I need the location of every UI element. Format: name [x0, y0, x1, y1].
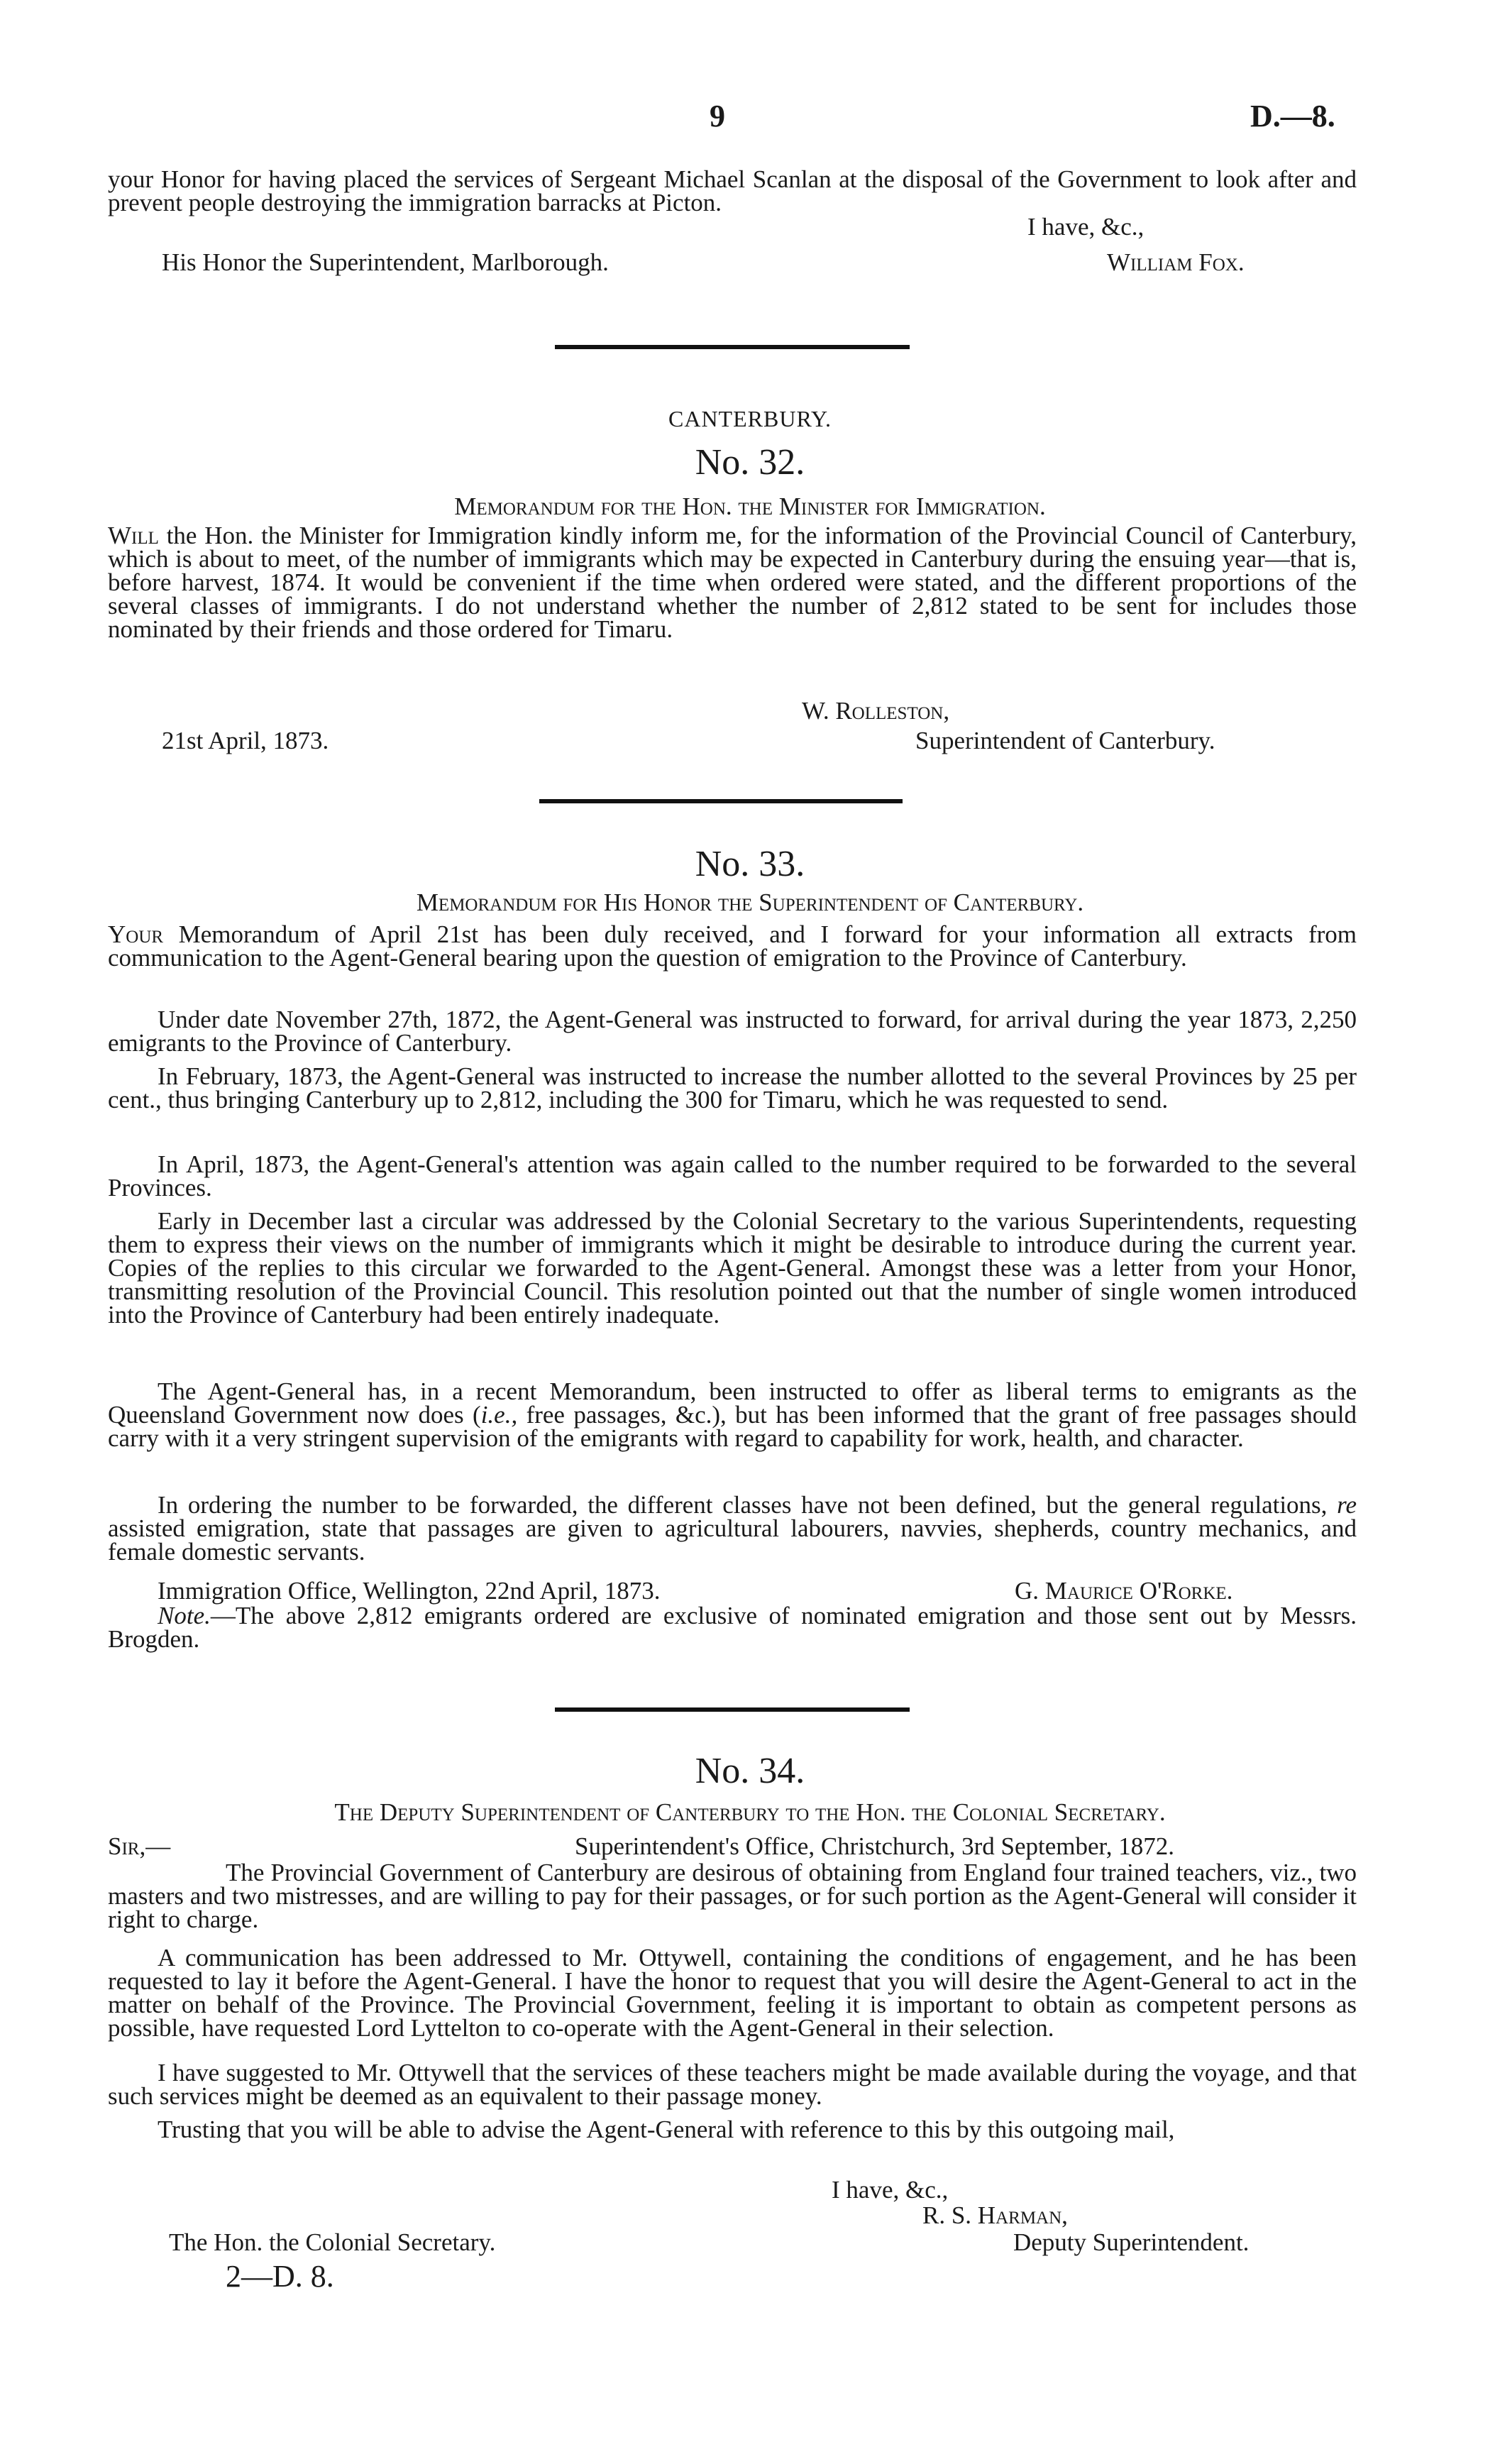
no34-title: Deputy Superintendent. [1013, 2228, 1250, 2256]
no32-body-lead: Will [108, 522, 159, 549]
no32-date: 21st April, 1873. [162, 727, 329, 754]
no32-body [108, 524, 1357, 641]
no34-number: No. 34. [695, 1751, 805, 1791]
no32-title: Superintendent of Canterbury. [915, 727, 1215, 754]
no33-note [108, 1604, 1357, 1651]
no34-paragraph-4: Trusting that you will be able to advise the Agent-General with reference to this by this outgoing mail, [158, 2116, 1175, 2143]
sheet-mark: 2—D. 8. [226, 2259, 334, 2294]
no33-paragraph-7 [108, 1491, 1357, 1566]
no33-number: No. 33. [695, 844, 805, 884]
no34-closing: I have, &c., [832, 2176, 949, 2204]
no33-p6-b: free passages, &c.), but has been informed that the grant of free passages should carry with it a very stringent supervision of the emigrants with regard to capability for work, health, and character. [108, 1401, 1357, 1452]
no34-paragraph-2: A communication has been addressed to Mr. Ottywell, containing the conditions of engagement, and he has been requested to lay it before the Agent-General. I have the honor to request that you will desire the Agent-General to act in the matter on behalf of the Province. The Provincial Government, feeling it is important to obtain as competent persons as possible, have requested Lord Lyttelton to co-operate with the Agent-General in their selection. [108, 1944, 1357, 2042]
document-id: D.—8. [1250, 99, 1335, 133]
section-heading: CANTERBURY. [668, 406, 832, 431]
no34-paragraph-3: I have suggested to Mr. Ottywell that the services of these teachers might be made available during the voyage, and that such services might be deemed as an equivalent to their passage money. [108, 2059, 1357, 2110]
no34-paragraph-1: The Provincial Government of Canterbury are desirous of obtaining from England four trained teachers, viz., two masters and two mistresses, and are willing to pay for their passages, or for such portion as the Agent-General will consider it right to charge. [108, 1859, 1357, 1933]
prev-letter-signature: William Fox. [1107, 248, 1245, 276]
no34-dateline: Superintendent's Office, Christchurch, 3rd September, 1872. [575, 1832, 1175, 1860]
no33-p1-text: Memorandum of April 21st has been duly received, and I forward for your information all extracts from communication to the Agent-General bearing upon the question of emigration to the Province of Canterbury. [108, 920, 1357, 972]
no33-p7-italic: re [1337, 1491, 1357, 1519]
no34-salutation: Sir,— [108, 1832, 171, 1860]
section-divider-rule [555, 345, 910, 349]
no33-paragraph-4: In April, 1873, the Agent-General's attention was again called to the number required to be forwarded to the several Provinces. [108, 1150, 1357, 1201]
no32-number: No. 32. [695, 442, 805, 483]
no33-note-text: —The above 2,812 emigrants ordered are exclusive of nominated emigration and those sent out by Messrs. Brogden. [108, 1602, 1357, 1653]
no32-body-text: the Hon. the Minister for Immigration kindly inform me, for the information of the Provincial Council of Canterbury, which is about to meet, of the number of immigrants which may be expected in Canterbury during the ensuing year—that is, before harvest, 1874. It would be convenient if the time when ordered were stated, and the different proportions of the several classes of immigrants. I do not understand whether the number of 2,812 stated to be sent for includes those nominated by their friends and those ordered for Timaru. [108, 522, 1357, 643]
no33-p1-lead: Your [108, 920, 164, 948]
section-divider-rule [555, 1707, 910, 1712]
no33-note-label: Note. [158, 1602, 211, 1629]
no33-p6-italic: i.e., [480, 1401, 518, 1429]
no33-heading: Memorandum for His Honor the Superintendent of Canterbury. [416, 889, 1084, 916]
no33-office-date: Immigration Office, Wellington, 22nd April, 1873. [158, 1577, 661, 1605]
no33-paragraph-1 [108, 920, 1357, 972]
no33-paragraph-3: In February, 1873, the Agent-General was instructed to increase the number allotted to the several Provinces by 25 per cent., thus bringing Canterbury up to 2,812, including the 300 for Timaru, which he was requested to send. [108, 1062, 1357, 1113]
no33-paragraph-5: Early in December last a circular was addressed by the Colonial Secretary to the various Superintendents, requesting them to express their views on the number of immigrants which it might be desirable to introduce during the current year. Copies of the replies to this circular we forwarded to the Agent-General. Amongst these was a letter from your Honor, transmitting resolution of the Provincial Council. This resolution pointed out that the number of single women introduced into the Province of Canterbury had been entirely inadequate. [108, 1207, 1357, 1329]
no33-p7-a: In ordering the number to be forwarded, the different classes have not been defined, but the general regulations, [158, 1491, 1338, 1519]
page-number: 9 [710, 99, 725, 133]
no34-addressee: The Hon. the Colonial Secretary. [169, 2228, 496, 2256]
prev-letter-continuation: your Honor for having placed the services of Sergeant Michael Scanlan at the disposal of the Government to look after and prevent people destroying the immigration barracks at Picton. [108, 165, 1357, 216]
no33-signature: G. Maurice O'Rorke. [1015, 1577, 1233, 1605]
no33-paragraph-2: Under date November 27th, 1872, the Agent-General was instructed to forward, for arrival during the year 1873, 2,250 emigrants to the Province of Canterbury. [108, 1006, 1357, 1057]
no33-p6-a: The Agent-General has, in a recent Memorandum, been instructed to offer as liberal terms to emigrants as the Queensland Government now does ( [108, 1377, 1357, 1429]
no34-heading: The Deputy Superintendent of Canterbury to the Hon. the Colonial Secretary. [334, 1798, 1166, 1826]
no32-signature: W. Rolleston, [802, 697, 950, 725]
section-divider-rule [539, 799, 903, 803]
no33-p7-b: assisted emigration, state that passages are given to agricultural labourers, navvies, shepherds, country mechanics, and female domestic servants. [108, 1514, 1357, 1566]
prev-letter-addressee: His Honor the Superintendent, Marlborough. [162, 248, 609, 276]
no33-paragraph-6 [108, 1377, 1357, 1452]
no32-heading: Memorandum for the Hon. the Minister for Immigration. [454, 493, 1046, 520]
prev-letter-closing: I have, &c., [1027, 213, 1145, 241]
no34-signature: R. S. Harman, [922, 2201, 1068, 2229]
